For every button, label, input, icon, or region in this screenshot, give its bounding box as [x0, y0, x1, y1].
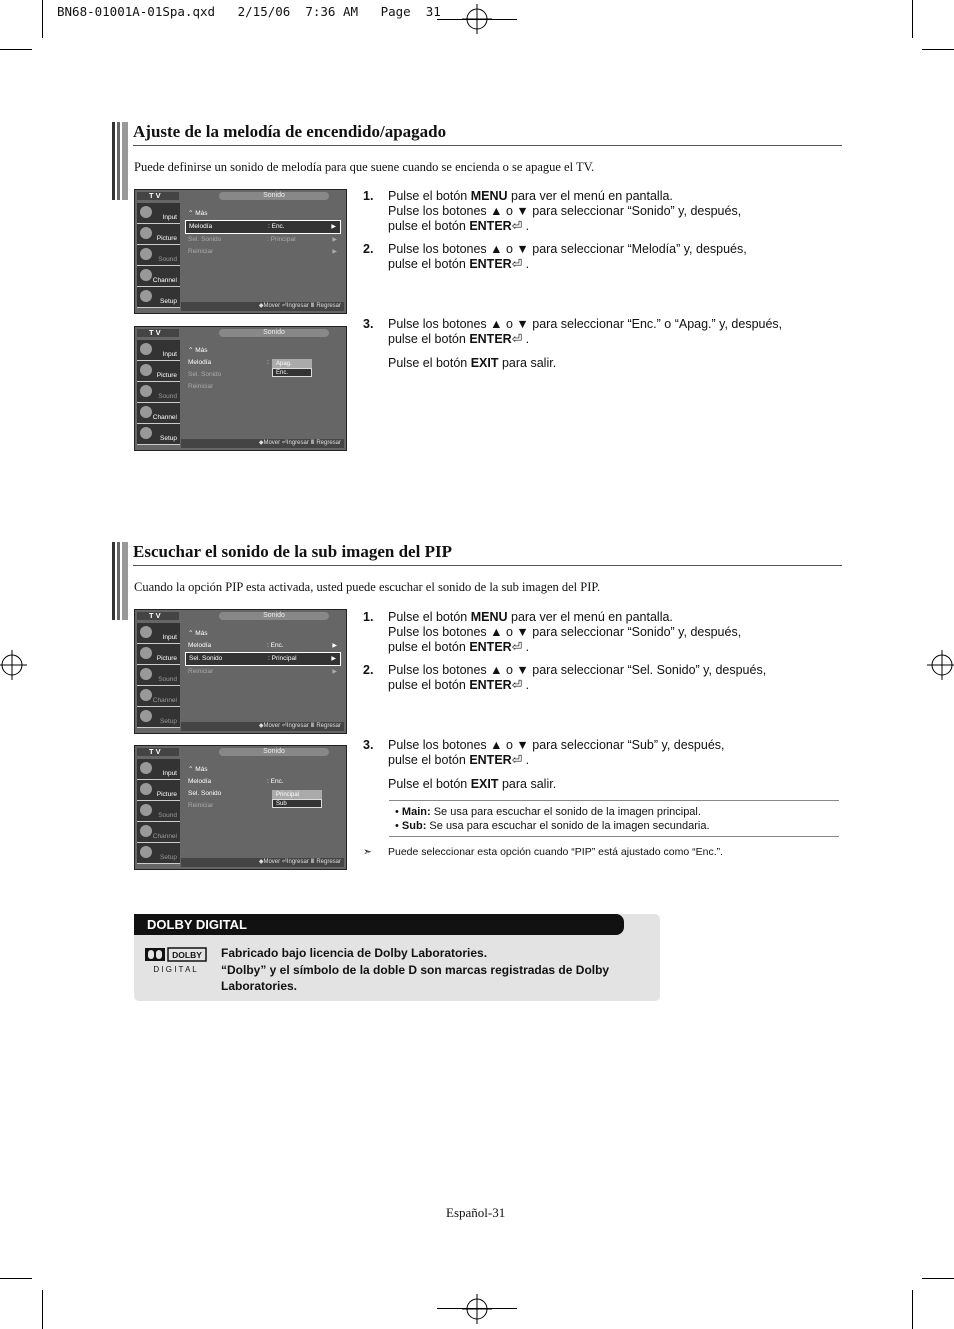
menu-rows [185, 208, 341, 258]
menu-side-sound: Sound [137, 801, 180, 822]
dolby-box [134, 914, 660, 1001]
sound-icon [140, 668, 152, 680]
menu-row-reiniciar: Reiniciar ▶ [188, 248, 337, 255]
menu-sidebar [137, 203, 180, 311]
enter-icon: ⏎ [511, 257, 523, 271]
section-melody [112, 122, 842, 192]
picture-icon [140, 364, 152, 376]
menu-side-input: Input [137, 340, 180, 361]
menu-option-list [272, 790, 312, 808]
menu-footer: ◆Mover ⏎Ingresar Ⅲ Regresar [181, 858, 344, 867]
section-title: Escuchar el sonido de la sub imagen del PIP [133, 542, 452, 561]
menu-side-picture: Picture [137, 780, 180, 801]
enter-icon: ⏎ [511, 640, 523, 654]
setup-icon [140, 290, 152, 302]
file-header: BN68-01001A-01Spa.qxd 2/15/06 7:36 AM Page 31 [57, 4, 441, 19]
menu-row-reiniciar: Reiniciar [188, 802, 214, 809]
setup-icon [140, 846, 152, 858]
menu-tv-label: T V [137, 329, 179, 337]
menu-side-input: Input [137, 623, 180, 644]
menu-title: Sonido [219, 192, 329, 200]
menu-row-mas: ⌃ Más [188, 766, 208, 773]
section-rule [133, 145, 842, 146]
menu-tv-label: T V [137, 192, 179, 200]
menu-row-mas: ⌃ Más [188, 347, 208, 354]
menu-row-sel-sonido: Sel. Sonido [188, 371, 222, 378]
registration-mark-icon [462, 4, 492, 34]
menu-side-channel: Channel [137, 822, 180, 843]
section-bar [112, 122, 128, 200]
menu-side-setup: Setup [137, 843, 180, 864]
menu-rows [185, 628, 341, 678]
menu-side-picture: Picture [137, 361, 180, 382]
channel-icon [140, 406, 152, 418]
menu-row-melodia: Melodía : [188, 359, 269, 366]
menu-side-channel: Channel [137, 403, 180, 424]
registration-mark-icon [0, 650, 27, 680]
menu-side-setup: Setup [137, 424, 180, 445]
menu-side-sound: Sound [137, 245, 180, 266]
setup-icon [140, 427, 152, 439]
crop-mark [912, 0, 913, 38]
picture-icon [140, 783, 152, 795]
note-sub: • Sub: Se usa para escuchar el sonido de la imagen secundaria. [395, 820, 710, 832]
notes-box [389, 800, 839, 837]
note-main: • Main: Se usa para escuchar el sonido de la imagen principal. [395, 806, 701, 818]
sound-icon [140, 385, 152, 397]
menu-option-principal: Principal [272, 790, 322, 799]
menu-rows [185, 345, 341, 393]
enter-icon: ⏎ [511, 678, 523, 692]
setup-icon [140, 710, 152, 722]
menu-footer: ◆Mover ⏎Ingresar Ⅲ Regresar [181, 302, 344, 311]
registration-mark-icon [927, 650, 954, 680]
picture-icon [140, 227, 152, 239]
menu-row-melodia: Melodía : Enc. [188, 778, 284, 785]
menu-side-setup: Setup [137, 707, 180, 728]
section-intro: Cuando la opción PIP esta activada, usted puede escuchar el sonido de la sub imagen del PIP. [134, 580, 601, 594]
menu-footer: ◆Mover ⏎Ingresar Ⅲ Regresar [181, 722, 344, 731]
menu-title: Sonido [219, 329, 329, 337]
tv-menu-screenshot [134, 326, 347, 451]
menu-option-sub: Sub [272, 799, 322, 808]
menu-title: Sonido [219, 612, 329, 620]
menu-option-enc: Enc. [272, 368, 312, 377]
section-rule [133, 565, 842, 566]
sound-icon [140, 804, 152, 816]
tv-menu-screenshot [134, 189, 347, 314]
menu-option-apag: Apag. [272, 359, 312, 368]
menu-side-input: Input [137, 203, 180, 224]
enter-icon: ⏎ [511, 219, 523, 233]
tv-menu-screenshot [134, 745, 347, 870]
enter-icon: ⏎ [511, 753, 523, 767]
registration-mark-icon [462, 1294, 492, 1324]
menu-side-sound: Sound [137, 382, 180, 403]
menu-side-input: Input [137, 759, 180, 780]
crop-mark [42, 1290, 43, 1329]
menu-side-sound: Sound [137, 665, 180, 686]
crop-mark [0, 49, 32, 50]
menu-option-list [272, 359, 312, 377]
crop-mark [912, 1290, 913, 1329]
channel-icon [140, 269, 152, 281]
steps-section1: 1. Pulse el botón MENU para ver el menú en pantalla. Pulse los botones ▲ o ▼ para seleccionar “Sonido” y, después, pulse el botón ENTER⏎ . 2. Pulse los botones ▲ o ▼ para seleccionar “Melodía” y, después, pulse el botón ENTER⏎ . 3. Pulse los botones ▲ o ▼ para seleccionar “Enc.” o “Apag.” y, después, pulse el botón ENTER⏎ . Pulse el botón EXIT para salir. [363, 189, 783, 370]
channel-icon [140, 825, 152, 837]
dolby-header: DOLBY DIGITAL [134, 914, 624, 935]
menu-row-mas: ⌃ Más [188, 630, 208, 637]
menu-row-mas: ⌃ Más [188, 210, 208, 217]
input-icon [140, 762, 152, 774]
menu-row-sel-sonido: Sel. Sonido [188, 790, 222, 797]
section-intro: Puede definirse un sonido de melodía para que suene cuando se encienda o se apague el TV. [134, 160, 595, 174]
section-bar [112, 542, 128, 620]
menu-row-reiniciar: Reiniciar ▶ [188, 668, 337, 675]
section-title: Ajuste de la melodía de encendido/apagado [133, 122, 447, 141]
menu-tv-label: T V [137, 748, 179, 756]
input-icon [140, 626, 152, 638]
crop-mark [922, 1278, 954, 1279]
tv-menu-screenshot [134, 609, 347, 734]
picture-icon [140, 647, 152, 659]
channel-icon [140, 689, 152, 701]
menu-sidebar [137, 759, 180, 867]
input-icon [140, 343, 152, 355]
menu-row-melodia: Melodía : Enc. ▶ [185, 220, 341, 234]
page-number: Español-31 [446, 1205, 506, 1220]
menu-footer: ◆Mover ⏎Ingresar Ⅲ Regresar [181, 439, 344, 448]
menu-side-channel: Channel [137, 266, 180, 287]
dolby-logo-icon [144, 947, 210, 975]
note-arrow-icon: ➣ [363, 846, 372, 858]
crop-mark [922, 49, 954, 50]
menu-sidebar [137, 340, 180, 448]
svg-text:D I G I T A L: D I G I T A L [153, 965, 197, 974]
enter-icon: ⏎ [511, 332, 523, 346]
svg-text:DOLBY: DOLBY [172, 950, 202, 960]
dolby-text: Fabricado bajo licencia de Dolby Laboratories. “Dolby” y el símbolo de la doble D son marcas registradas de Dolby Laboratories. [221, 946, 610, 993]
menu-row-sel-sonido: Sel. Sonido : Principal ▶ [185, 652, 341, 666]
crop-mark [0, 1278, 32, 1279]
menu-side-channel: Channel [137, 686, 180, 707]
menu-row-sel-sonido: Sel. Sonido : Principal ▶ [188, 236, 337, 243]
menu-side-picture: Picture [137, 224, 180, 245]
menu-sidebar [137, 623, 180, 731]
sound-icon [140, 248, 152, 260]
menu-row-reiniciar: Reiniciar [188, 383, 214, 390]
menu-title: Sonido [219, 748, 329, 756]
section-pip-sound [112, 542, 842, 612]
menu-row-melodia: Melodía : Enc. ▶ [188, 642, 337, 649]
menu-side-setup: Setup [137, 287, 180, 308]
input-icon [140, 206, 152, 218]
menu-tv-label: T V [137, 612, 179, 620]
crop-mark [42, 0, 43, 38]
steps-section2: 1. Pulse el botón MENU para ver el menú en pantalla. Pulse los botones ▲ o ▼ para seleccionar “Sonido” y, después, pulse el botón ENTER⏎ . 2. Pulse los botones ▲ o ▼ para seleccionar “Sel. Sonido” y, después, pulse el botón ENTER⏎ . 3. Pulse los botones ▲ o ▼ para seleccionar “Sub” y, después, pulse el botón ENTER⏎ . Pulse el botón EXIT para salir. [363, 610, 767, 791]
menu-side-picture: Picture [137, 644, 180, 665]
